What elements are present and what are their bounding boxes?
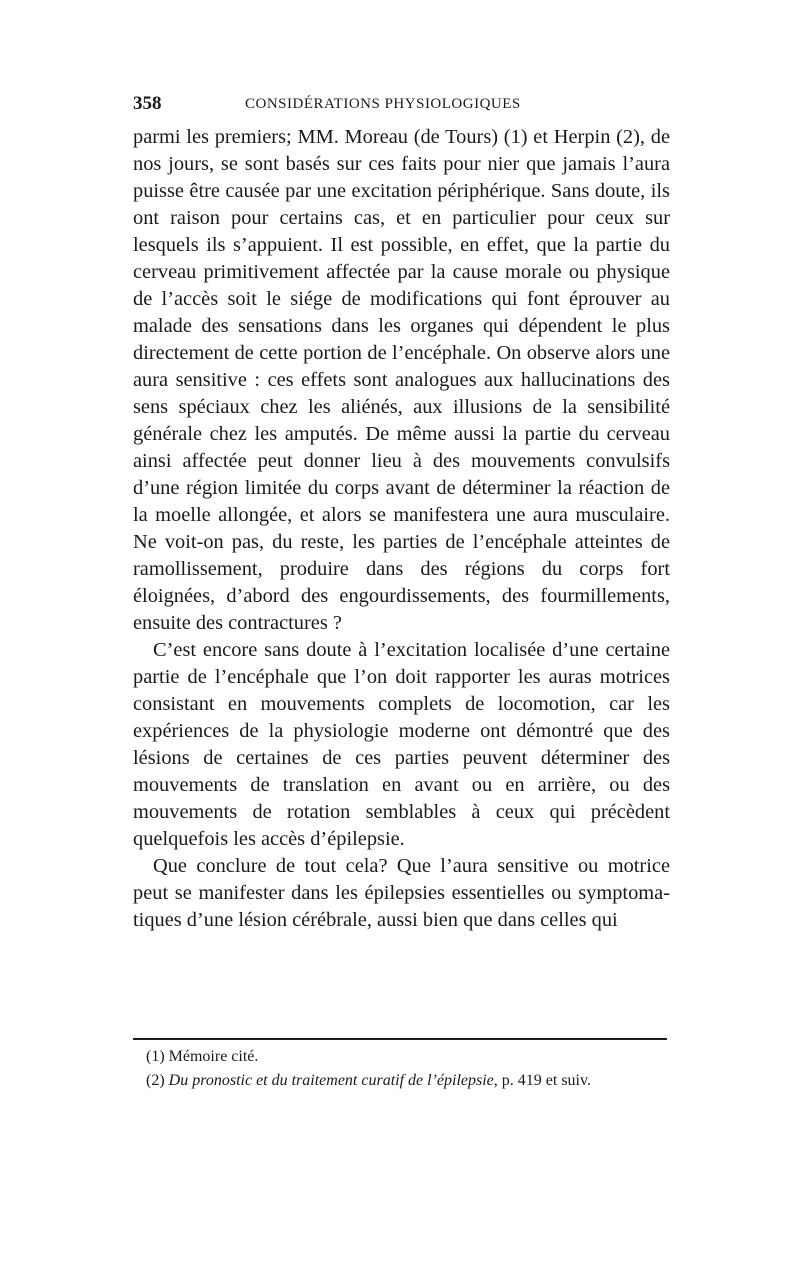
footnote-2-rest: , p. 419 et suiv.	[493, 1072, 591, 1089]
paragraph-3: Que conclure de tout cela? Que l’aura sensitive ou motrice peut se manifester dans les épilepsies essentielles ou symptomatiques d’une lésion cérébrale, aussi bien que dans celles qui	[133, 855, 670, 931]
body-text	[133, 124, 670, 934]
footnote-2-title: Du pronostic et du traitement curatif de l’épilepsie	[168, 1072, 494, 1089]
footnote-separator-rule	[133, 1038, 667, 1040]
page-header	[133, 93, 670, 117]
running-title: CONSIDÉRATIONS PHYSIOLOGIQUES	[245, 96, 521, 112]
footnote-1	[146, 1045, 666, 1069]
footnote-2-marker: (2)	[146, 1072, 165, 1089]
paragraph-1: parmi les premiers; MM. Moreau (de Tours) (1) et Herpin (2), de nos jours, se sont basés sur ces faits pour nier que jamais l’aura puisse être causée par une excitation périphérique. Sans doute, ils ont raison pour certains cas, et en particulier pour ceux sur lesquels ils s’appuient. Il est possible, en effet, que la partie du cerveau primitivement affectée par la cause morale ou physique de l’accès soit le siége de modifications qui font éprouver au malade des sensations dans les organes qui dépendent le plus directement de cette portion de l’encéphale. On observe alors une aura sensitive : ces effets sont analogues aux hallucinations des sens spéciaux chez les aliénés, aux illusions de la sensibilité générale chez les amputés. De même aussi la partie du cerveau ainsi affectée peut donner lieu à des mouvements convulsifs d’une région limitée du corps avant de déterminer la réaction de la moelle allongée, et alors se manifestera une aura musculaire. Ne voit-on pas, du reste, les parties de l’encéphale atteintes de ramollissement, produire dans des régions du corps fort éloignées, d’abord des engourdissements, des fourmillements, ensuite des contractures ?	[133, 126, 670, 634]
footnote-1-text: Mémoire cité.	[168, 1048, 259, 1065]
footnotes	[146, 1045, 666, 1093]
footnote-1-marker: (1)	[146, 1048, 165, 1065]
paragraph-2: C’est encore sans doute à l’excitation localisée d’une certaine partie de l’encéphale que l’on doit rapporter les auras motrices consistant en mouvements complets de locomotion, car les expériences de la physiologie moderne ont démontré que des lésions de certaines de ces parties peuvent déterminer des mouvements de translation en avant ou en arrière, ou des mouvements de rotation semblables à ceux qui précèdent quelquefois les accès d’épilepsie.	[133, 639, 670, 850]
page-number: 358	[133, 93, 162, 114]
footnote-2	[146, 1069, 666, 1093]
